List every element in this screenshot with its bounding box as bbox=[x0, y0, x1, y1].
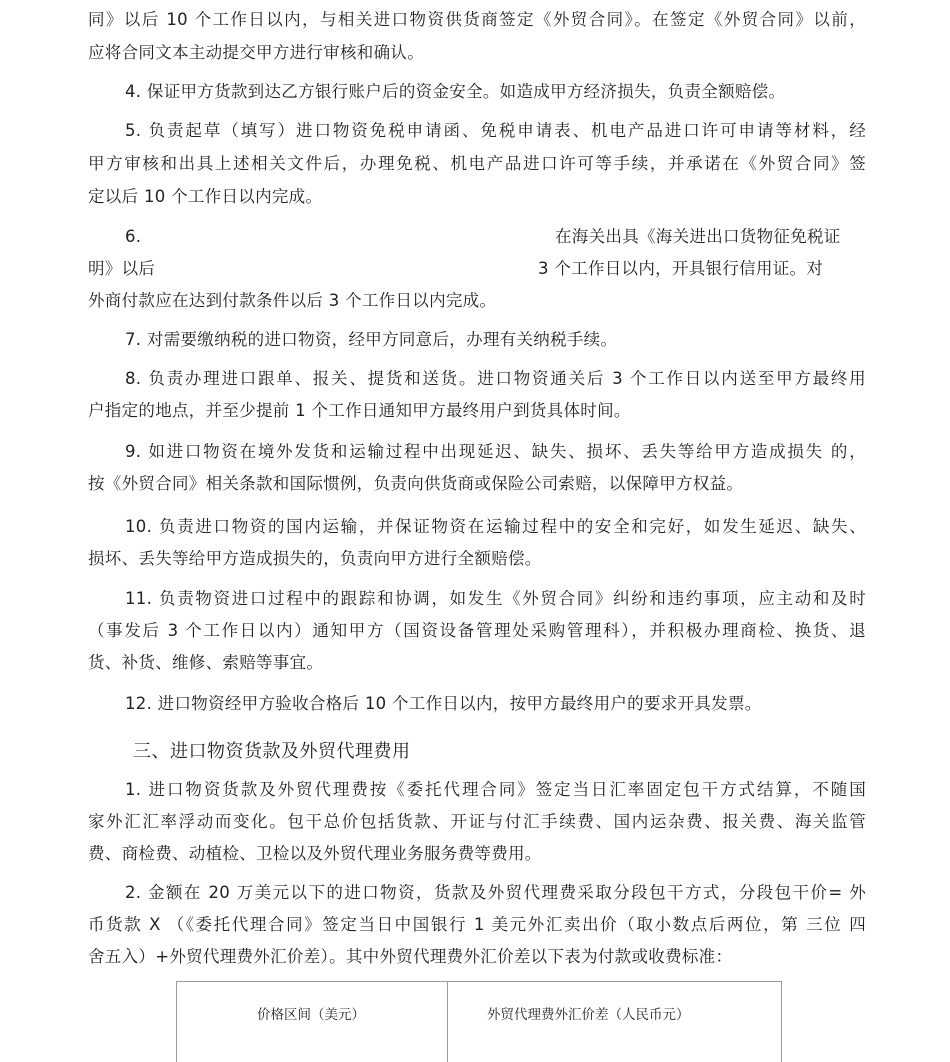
paragraph-line: 户指定的地点，并至少提前 1 个工作日通知甲方最终用户到货具体时间。 bbox=[88, 401, 631, 420]
paragraph-line: 货、补货、维修、索赔等事宜。 bbox=[88, 653, 324, 672]
paragraph-line: 6. bbox=[125, 227, 142, 246]
paragraph-line: 10. 负责进口物资的国内运输，并保证物资在运输过程中的安全和完好，如发生延迟、缺失、 bbox=[125, 517, 866, 536]
paragraph-line: 币货款 X （《委托代理合同》签定当日中国银行 1 美元外汇卖出价（取小数点后两位，第 三位 四 bbox=[88, 915, 866, 934]
table-column-divider bbox=[447, 982, 448, 1062]
paragraph-line: 甲方审核和出具上述相关文件后，办理免税、机电产品进口许可等手续，并承诺在《外贸合同》签 bbox=[88, 154, 866, 173]
paragraph-line: 明》以后 bbox=[88, 259, 156, 278]
paragraph-line: 损坏、丢失等给甲方造成损失的，负责向甲方进行全额赔偿。 bbox=[88, 549, 542, 568]
paragraph-line: 11. 负责物资进口过程中的跟踪和协调，如发生《外贸合同》纠纷和违约事项，应主动和及时 bbox=[125, 589, 866, 608]
paragraph-line: 5. 负责起草（填写）进口物资免税申请函、免税申请表、机电产品进口许可申请等材料，经 bbox=[125, 121, 866, 140]
table-header-fee-difference: 外贸代理费外汇价差（人民币元） bbox=[487, 1007, 690, 1023]
paragraph-line: 3 个工作日以内，开具银行信用证。对 bbox=[538, 259, 824, 278]
paragraph-line: 4. 保证甲方货款到达乙方银行账户后的资金安全。如造成甲方经济损失，负责全额赔偿。 bbox=[125, 82, 786, 101]
paragraph-line: 定以后 10 个工作日以内完成。 bbox=[88, 187, 323, 206]
paragraph-line: 家外汇汇率浮动而变化。包干总价包括货款、开证与付汇手续费、国内运杂费、报关费、海关监管 bbox=[88, 812, 866, 831]
paragraph-line: 2. 金额在 20 万美元以下的进口物资，货款及外贸代理费采取分段包干方式，分段包干价= 外 bbox=[125, 883, 866, 902]
paragraph-line: 同》以后 10 个工作日以内，与相关进口物资供货商签定《外贸合同》。在签定《外贸合同》以前， bbox=[88, 10, 866, 29]
paragraph-line: 9. 如进口物资在境外发货和运输过程中出现延迟、缺失、损坏、丢失等给甲方造成损失 的， bbox=[125, 442, 866, 461]
paragraph-line: 按《外贸合同》相关条款和国际惯例，负责向供货商或保险公司索赔，以保障甲方权益。 bbox=[88, 474, 744, 493]
paragraph-line: 舍五入）+外贸代理费外汇价差）。其中外贸代理费外汇价差以下表为付款或收费标准： bbox=[88, 947, 733, 966]
paragraph-line: 1. 进口物资货款及外贸代理费按《委托代理合同》签定当日汇率固定包干方式结算，不随国 bbox=[125, 780, 866, 799]
section-heading: 三、进口物资货款及外贸代理费用 bbox=[133, 741, 411, 762]
paragraph-line: （事发后 3 个工作日以内）通知甲方（国资设备管理处采购管理科），并积极办理商检、换货、退 bbox=[88, 621, 866, 640]
paragraph-line: 在海关出具《海关进出口货物征免税证 bbox=[555, 227, 841, 246]
paragraph-line: 8. 负责办理进口跟单、报关、提货和送货。进口物资通关后 3 个工作日以内送至甲方最终用 bbox=[125, 369, 866, 388]
table-header-price-range: 价格区间（美元） bbox=[257, 1007, 365, 1023]
paragraph-line: 7. 对需要缴纳税的进口物资，经甲方同意后，办理有关纳税手续。 bbox=[125, 330, 618, 349]
paragraph-line: 外商付款应在达到付款条件以后 3 个工作日以内完成。 bbox=[88, 291, 497, 310]
paragraph-line: 应将合同文本主动提交甲方进行审核和确认。 bbox=[88, 43, 424, 62]
paragraph-line: 12. 进口物资经甲方验收合格后 10 个工作日以内，按甲方最终用户的要求开具发票。 bbox=[125, 694, 762, 713]
paragraph-line: 费、商检费、动植检、卫检以及外贸代理业务服务费等费用。 bbox=[88, 844, 542, 863]
